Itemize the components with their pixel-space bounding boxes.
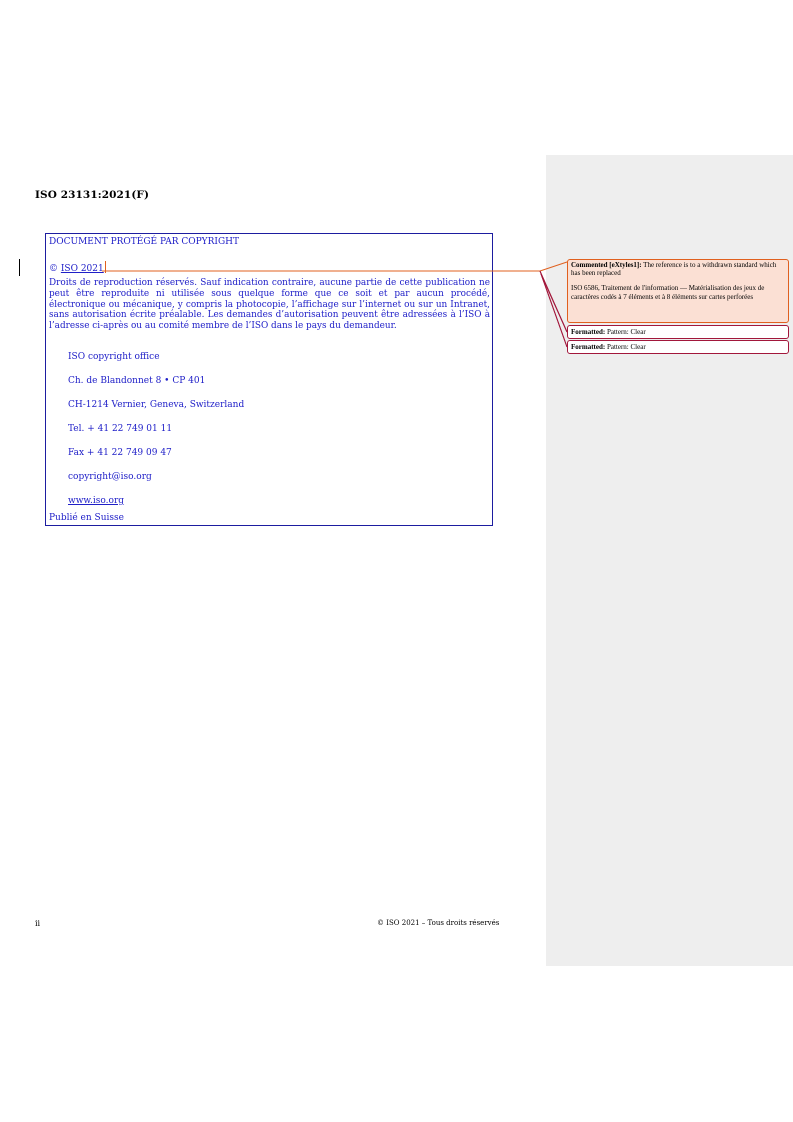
copyright-office: ISO copyright office bbox=[68, 352, 160, 362]
address-line-1: Ch. de Blandonnet 8 • CP 401 bbox=[68, 376, 206, 386]
published-in: Publié en Suisse bbox=[49, 513, 124, 523]
comment-text bbox=[571, 261, 785, 277]
formatted-label: Formatted: bbox=[571, 343, 606, 351]
copyright-year-text: ISO 2021 bbox=[60, 264, 104, 274]
website-link[interactable]: www.iso.org bbox=[68, 496, 125, 506]
page-number: ii bbox=[35, 919, 41, 928]
formatted-balloon[interactable] bbox=[567, 340, 789, 354]
document-id: ISO 23131:2021(F) bbox=[35, 189, 150, 201]
comment-detail: ISO 6586, Traitement de l'information — Matérialisation des jeux de caractères codés à 7 éléments et à 8 éléments sur cartes perforées bbox=[571, 284, 765, 301]
comment-balloon[interactable] bbox=[567, 259, 789, 323]
copyright-paragraph: Droits de reproduction réservés. Sauf indication contraire, aucune partie de cette publication ne peut être reproduite ni utilisée sous quelque forme que ce soit et par aucun procédé, électronique ou mécanique, y compris la photocopie, l’affichage sur l’internet ou sur un Intranet, sans autorisation écrite préalable. Les demandes d’autorisation peuvent être adressées à l’ISO à l’adresse ci-après ou au comité membre de l’ISO dans le pays du demandeur. bbox=[49, 278, 490, 332]
copyright-symbol: © bbox=[49, 264, 61, 274]
footer-copyright: © ISO 2021 – Tous droits réservés bbox=[377, 919, 500, 927]
format-connector-3 bbox=[541, 274, 567, 332]
comment-author: Commented [eXtyles1]: bbox=[571, 261, 642, 269]
address-line-2: CH-1214 Vernier, Geneva, Switzerland bbox=[68, 400, 245, 410]
fax: Fax + 41 22 749 09 47 bbox=[68, 448, 172, 458]
formatted-value: Pattern: Clear bbox=[605, 328, 646, 336]
email: copyright@iso.org bbox=[68, 472, 152, 482]
copyright-title: DOCUMENT PROTÉGÉ PAR COPYRIGHT bbox=[49, 237, 239, 247]
format-connector-4 bbox=[541, 274, 567, 347]
telephone: Tel. + 41 22 749 01 11 bbox=[68, 424, 173, 434]
comment-connector-diagonal bbox=[540, 262, 567, 271]
formatted-label: Formatted: bbox=[571, 328, 606, 336]
formatted-value: Pattern: Clear bbox=[605, 343, 646, 351]
comment-body: The reference is to a withdrawn standard which has been replaced bbox=[571, 261, 777, 278]
formatted-balloon[interactable] bbox=[567, 325, 789, 339]
